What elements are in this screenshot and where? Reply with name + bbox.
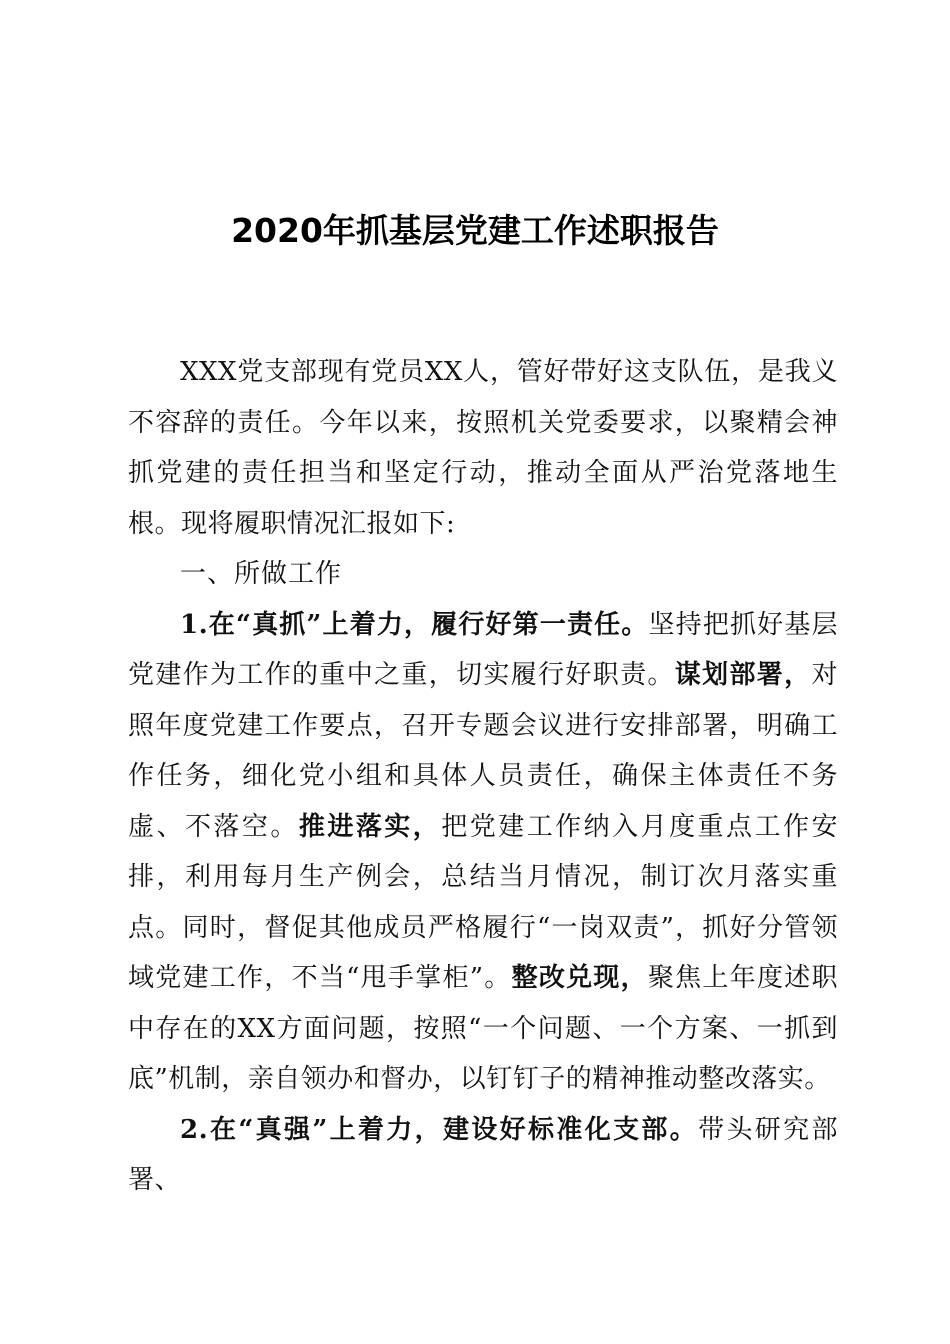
intro-paragraph: XXX党支部现有党员XX人，管好带好这支队伍，是我义不容辞的责任。今年以来，按照机关党委要求，以聚精会神抓党建的责任担当和坚定行动，推动全面从严治党落地生根。现将履职情况汇报如下: (128, 357, 838, 539)
item-1-keyword-implement: 推进落实， (298, 811, 442, 842)
item-1-keyword-rectify: 整改兑现， (511, 963, 648, 993)
item-2-lead: 2.在“真强”上着力，建设好标准化支部。 (180, 1114, 699, 1145)
item-2-paragraph (128, 1105, 838, 1206)
item-2-text-1: 带头研究部署、 (128, 1114, 838, 1195)
item-1-text-2: 对照年度党建工作要点，召开专题会议进行安排部署，明确工作任务，细化党小组和具体人员责任，确保主体责任不务虚、不落空。 (128, 660, 838, 842)
item-1-text-3: 把党建工作纳入月度重点工作安排，利用每月生产例会，总结当月情况，制订次月落实重点。同时，督促其他成员严格履行“一岗双责”，抓好分管领域党建工作，不当“甩手掌柜”。 (128, 811, 838, 993)
section-heading: 一、所做工作 (180, 559, 343, 589)
item-1-text-4: 聚焦上年度述职中存在的XX方面问题，按照“一个问题、一个方案、一抓到底”机制，亲自领办和督办，以钉钉子的精神推动整改落实。 (128, 963, 838, 1094)
item-1-paragraph (128, 600, 838, 1105)
item-1-keyword-plan: 谋划部署， (674, 660, 812, 690)
item-1-text-1: 坚持把抓好基层党建作为工作的重中之重，切实履行好职责。 (128, 609, 838, 690)
document-title: 2020年抓基层党建工作述职报告 (231, 211, 719, 250)
document-body (128, 347, 838, 1206)
item-1-lead: 1.在“真抓”上着力，履行好第一责任。 (180, 609, 649, 640)
